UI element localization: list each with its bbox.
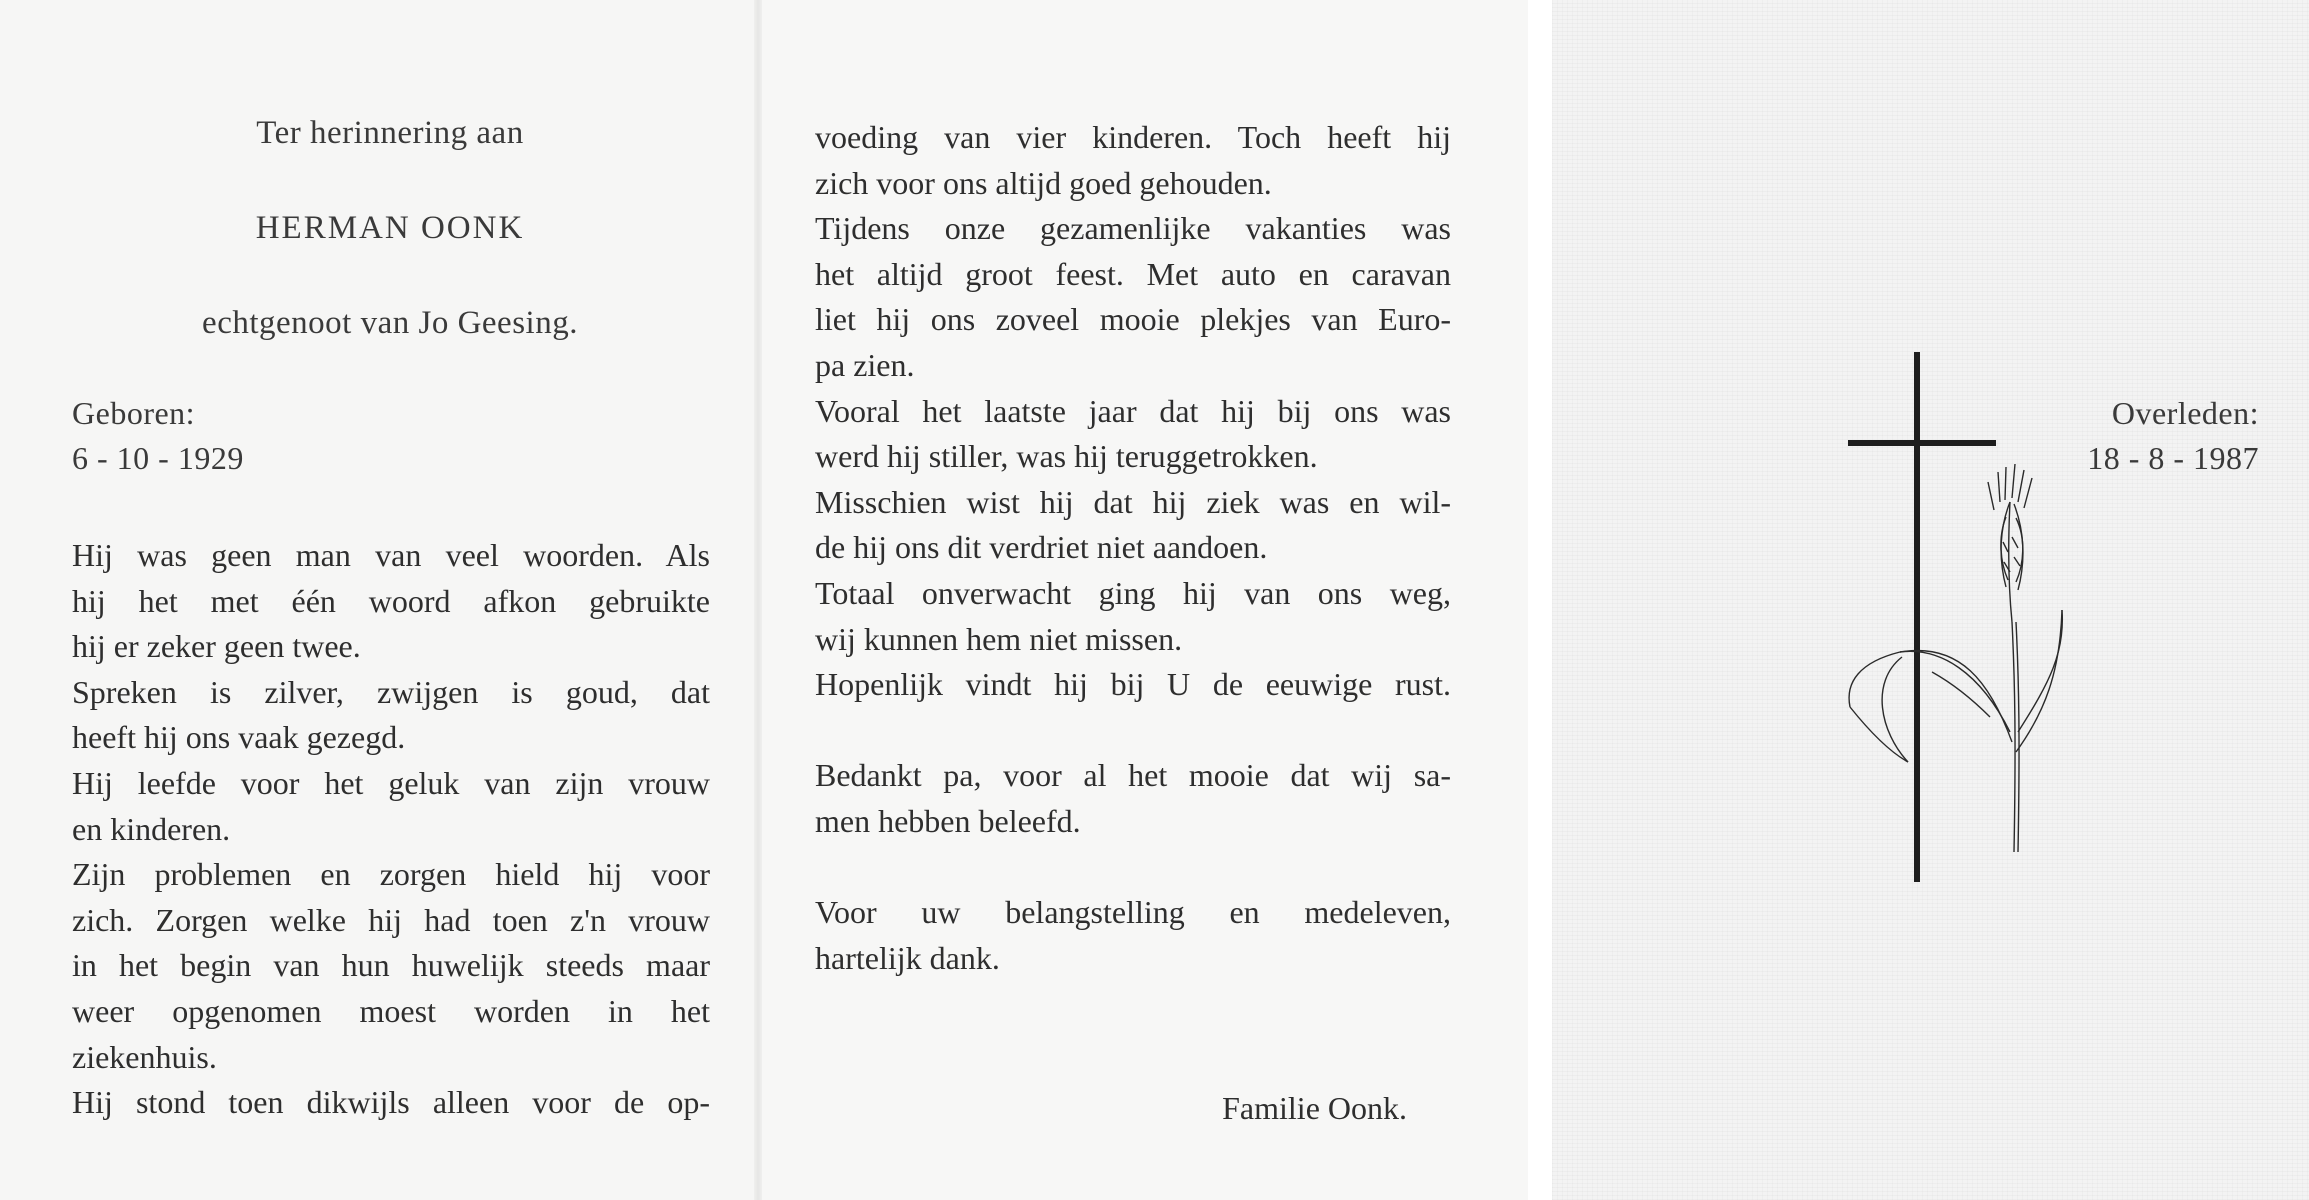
text-line: weer opgenomen moest worden in het bbox=[72, 992, 710, 1029]
text-line: Bedankt pa, voor al het mooie dat wij sa- bbox=[815, 757, 1451, 794]
text-line bbox=[815, 708, 1451, 754]
deceased-name: HERMAN OONK bbox=[255, 210, 525, 246]
text-line: heeft hij ons vaak gezegd. bbox=[72, 719, 406, 756]
text-line: liet hij ons zoveel mooie plekjes van Euro- bbox=[815, 301, 1451, 338]
text-line: Tijdens onze gezamenlijke vakanties was bbox=[815, 210, 1451, 247]
text-line: zich voor ons altijd goed gehouden. bbox=[815, 164, 1272, 201]
text-line: Hij leefde voor het geluk van zijn vrouw bbox=[72, 764, 710, 801]
middle-page-text bbox=[815, 115, 1451, 981]
text-line: Vooral het laatste jaar dat hij bij ons was bbox=[815, 392, 1451, 429]
family-signature: Familie Oonk. bbox=[1222, 1090, 1407, 1126]
text-line: en kinderen. bbox=[72, 810, 231, 847]
text-line: Totaal onverwacht ging hij van ons weg, bbox=[815, 574, 1451, 611]
text-line: Hij was geen man van veel woorden. Als bbox=[72, 537, 710, 573]
text-line: pa zien. bbox=[815, 346, 915, 383]
text-line: Hopenlijk vindt hij bij U de eeuwige rust. bbox=[815, 666, 1451, 703]
died-date: 18 - 8 - 1987 bbox=[2087, 440, 2259, 476]
text-line: de hij ons dit verdriet niet aandoen. bbox=[815, 529, 1268, 566]
text-line: in het begin van hun huwelijk steeds maar bbox=[72, 947, 710, 984]
text-line: werd hij stiller, was hij teruggetrokken. bbox=[815, 438, 1318, 475]
text-line: wij kunnen hem niet missen. bbox=[815, 620, 1183, 657]
text-line: het altijd groot feest. Met auto en caravan bbox=[815, 255, 1451, 292]
text-line bbox=[815, 845, 1451, 891]
died-label: Overleden: bbox=[2111, 395, 2259, 431]
born-label: Geboren: bbox=[72, 395, 196, 431]
text-line: ziekenhuis. bbox=[72, 1038, 217, 1075]
text-line: Zijn problemen en zorgen hield hij voor bbox=[72, 856, 710, 893]
card-fold bbox=[754, 0, 762, 1200]
text-line: voeding van vier kinderen. Toch heeft hij bbox=[815, 119, 1451, 155]
text-line: hij het met één woord afkon gebruikte bbox=[72, 582, 710, 619]
cross-with-wheat-icon bbox=[1840, 352, 2080, 882]
spouse-line: echtgenoot van Jo Geesing. bbox=[202, 305, 578, 341]
text-line: hij er zeker geen twee. bbox=[72, 628, 361, 665]
memorial-heading: Ter herinnering aan bbox=[256, 115, 524, 151]
text-line: hartelijk dank. bbox=[815, 939, 1000, 976]
text-line: Spreken is zilver, zwijgen is goud, dat bbox=[72, 673, 710, 710]
text-line: zich. Zorgen welke hij had toen z'n vrouw bbox=[72, 901, 710, 938]
scan-gap bbox=[1528, 0, 1552, 1200]
text-line: Hij stond toen dikwijls alleen voor de op- bbox=[72, 1084, 710, 1121]
left-page-text bbox=[72, 533, 710, 1126]
text-line: men hebben beleefd. bbox=[815, 802, 1081, 839]
born-date: 6 - 10 - 1929 bbox=[72, 440, 244, 476]
text-line: Voor uw belangstelling en medeleven, bbox=[815, 894, 1451, 931]
text-line: Misschien wist hij dat hij ziek was en wil- bbox=[815, 483, 1451, 520]
